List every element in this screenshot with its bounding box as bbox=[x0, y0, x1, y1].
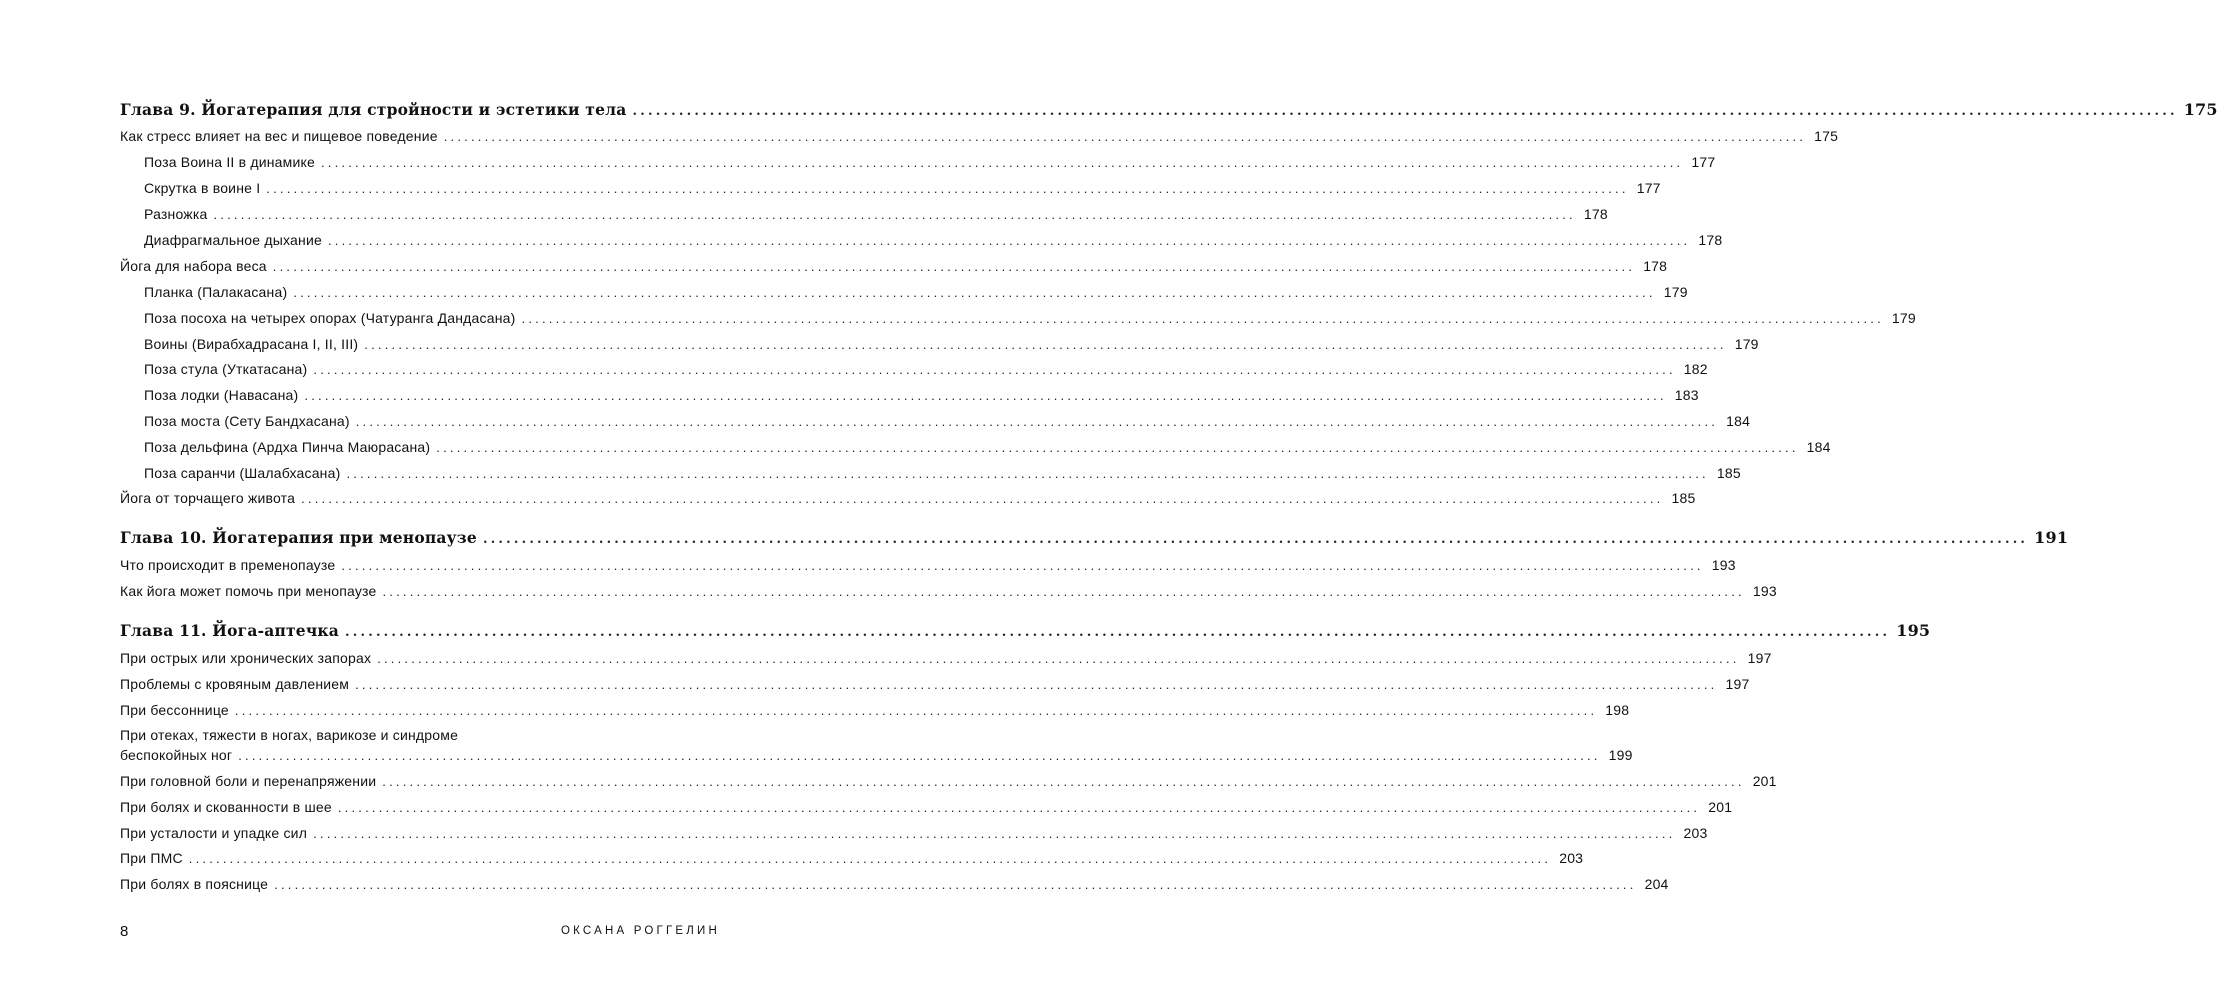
entry-title: Поза посоха на четырех опорах (Чатуранга Дандасана) bbox=[144, 310, 516, 326]
entry-title: Планка (Палакасана) bbox=[144, 284, 288, 300]
toc-entry bbox=[120, 769, 1777, 793]
entry-title: Поза стула (Уткатасана) bbox=[144, 361, 308, 377]
running-footer-author: ОКСАНА РОГГЕЛИН bbox=[560, 925, 720, 937]
toc-subentry bbox=[144, 357, 1708, 381]
leader-dots: ........................................................................................................................................................................................................ bbox=[313, 362, 1676, 377]
toc-entry bbox=[120, 821, 1708, 845]
page-ref: 179 bbox=[1734, 336, 1759, 352]
chapter-title: Глава 10. Йогатерапия при менопаузе bbox=[120, 528, 477, 547]
page-ref: 203 bbox=[1559, 850, 1584, 866]
page-ref: 178 bbox=[1643, 258, 1668, 274]
chapter-heading bbox=[120, 525, 2069, 549]
page-ref: 184 bbox=[1806, 439, 1831, 455]
entry-title: При болях в пояснице bbox=[120, 876, 269, 892]
leader-dots: ........................................................................................................................................................................................................ bbox=[274, 877, 1637, 892]
leader-dots: ........................................................................................................................................................................................................ bbox=[337, 800, 1701, 815]
page-ref: 175 bbox=[1814, 128, 1839, 144]
toc-subentry bbox=[144, 228, 1723, 252]
leader-dots: ........................................................................................................................................................................................................ bbox=[234, 703, 1598, 718]
toc-subentry bbox=[144, 306, 1916, 330]
toc-entry bbox=[120, 872, 1669, 896]
toc-entry bbox=[120, 846, 1584, 870]
leader-dots: ........................................................................................................................................................................................................ bbox=[436, 440, 1799, 455]
leader-dots: ........................................................................................................................................................................................................ bbox=[632, 104, 2178, 119]
toc-subentry bbox=[144, 280, 1688, 304]
leader-dots: ........................................................................................................................................................................................................ bbox=[443, 129, 1807, 144]
entry-title-line1: При отеках, тяжести в ногах, варикозе и синдроме bbox=[120, 727, 459, 743]
page-ref: 184 bbox=[1726, 413, 1751, 429]
page-ref: 193 bbox=[1711, 557, 1736, 573]
leader-dots: ........................................................................................................................................................................................................ bbox=[301, 491, 1664, 506]
page-ref: 191 bbox=[2034, 528, 2069, 547]
leader-dots: ........................................................................................................................................................................................................ bbox=[382, 584, 1745, 599]
entry-title: При острых или хронических запорах bbox=[120, 650, 372, 666]
leader-dots: ........................................................................................................................................................................................................ bbox=[293, 285, 1656, 300]
page-ref: 177 bbox=[1691, 154, 1716, 170]
page-ref: 197 bbox=[1725, 676, 1750, 692]
page-ref: 175 bbox=[2183, 100, 2218, 119]
toc-subentry bbox=[144, 150, 1716, 174]
toc-entry bbox=[120, 795, 1733, 819]
page-ref: 199 bbox=[1608, 747, 1633, 763]
chapter-heading bbox=[120, 97, 2218, 121]
leader-dots: ........................................................................................................................................................................................................ bbox=[377, 651, 1740, 666]
toc-subentry bbox=[144, 409, 1751, 433]
toc-subentry bbox=[144, 383, 1699, 407]
leader-dots: ........................................................................................................................................................................................................ bbox=[355, 677, 1718, 692]
leader-dots: ........................................................................................................................................................................................................ bbox=[213, 207, 1576, 222]
chapter-heading bbox=[120, 618, 1931, 642]
leader-dots: ........................................................................................................................................................................................................ bbox=[327, 233, 1691, 248]
entry-title: Поза моста (Сету Бандхасана) bbox=[144, 413, 350, 429]
chapter-title: Глава 11. Йога-аптечка bbox=[120, 621, 340, 640]
entry-title: Йога для набора веса bbox=[120, 258, 267, 274]
page-ref: 198 bbox=[1605, 702, 1630, 718]
page-ref: 178 bbox=[1698, 232, 1723, 248]
entry-title: При ПМС bbox=[120, 850, 183, 866]
toc-entry bbox=[120, 254, 1668, 278]
leader-dots: ........................................................................................................................................................................................................ bbox=[266, 181, 1629, 196]
page-ref: 193 bbox=[1752, 583, 1777, 599]
toc-entry bbox=[120, 553, 1736, 577]
entry-title: При бессоннице bbox=[120, 702, 229, 718]
toc-entry bbox=[120, 646, 1772, 670]
entry-title: Как йога может помочь при менопаузе bbox=[120, 583, 377, 599]
entry-title: Поза дельфина (Ардха Пинча Маюрасана) bbox=[144, 439, 431, 455]
leader-dots: ........................................................................................................................................................................................................ bbox=[320, 155, 1684, 170]
page-ref: 203 bbox=[1683, 825, 1708, 841]
leader-dots: ........................................................................................................................................................................................................ bbox=[364, 337, 1727, 352]
entry-title: Проблемы с кровяным давлением bbox=[120, 676, 350, 692]
toc-subentry bbox=[144, 202, 1608, 226]
leader-dots: ........................................................................................................................................................................................................ bbox=[304, 388, 1667, 403]
page-ref: 201 bbox=[1708, 799, 1733, 815]
toc-entry bbox=[120, 579, 1777, 603]
leader-dots: ........................................................................................................................................................................................................ bbox=[355, 414, 1719, 429]
leader-dots: ........................................................................................................................................................................................................ bbox=[482, 532, 2029, 547]
page-ref: 201 bbox=[1752, 773, 1777, 789]
page-ref: 178 bbox=[1583, 206, 1608, 222]
toc-subentry bbox=[144, 176, 1661, 200]
leader-dots: ........................................................................................................................................................................................................ bbox=[382, 774, 1745, 789]
leader-dots: ........................................................................................................................................................................................................ bbox=[272, 259, 1636, 274]
leader-dots: ........................................................................................................................................................................................................ bbox=[341, 558, 1704, 573]
entry-title: Скрутка в воине I bbox=[144, 180, 261, 196]
page-ref: 185 bbox=[1671, 490, 1696, 506]
page-ref: 179 bbox=[1891, 310, 1916, 326]
page-ref: 177 bbox=[1636, 180, 1661, 196]
page-number: 8 bbox=[120, 923, 129, 940]
leader-dots: ........................................................................................................................................................................................................ bbox=[345, 625, 1891, 640]
toc-entry bbox=[120, 698, 1630, 722]
entry-title: Йога от торчащего живота bbox=[120, 490, 296, 506]
entry-title: Как стресс влияет на вес и пищевое поведение bbox=[120, 128, 438, 144]
chapter-title: Глава 9. Йогатерапия для стройности и эстетики тела bbox=[120, 100, 627, 119]
entry-title: При головной боли и перенапряжении bbox=[120, 773, 377, 789]
toc-entry bbox=[120, 743, 1633, 767]
page-ref: 179 bbox=[1663, 284, 1688, 300]
page-ref: 185 bbox=[1716, 465, 1741, 481]
leader-dots: ........................................................................................................................................................................................................ bbox=[238, 748, 1601, 763]
page-ref: 197 bbox=[1747, 650, 1772, 666]
entry-title: Поза лодки (Навасана) bbox=[144, 387, 299, 403]
leader-dots: ........................................................................................................................................................................................................ bbox=[346, 466, 1709, 481]
toc-subentry bbox=[144, 461, 1741, 485]
page-ref: 195 bbox=[1896, 621, 1931, 640]
leader-dots: ........................................................................................................................................................................................................ bbox=[313, 826, 1676, 841]
entry-title: При болях и скованности в шее bbox=[120, 799, 332, 815]
toc-subentry bbox=[144, 435, 1831, 459]
toc-subentry bbox=[144, 332, 1759, 356]
page-ref: 204 bbox=[1644, 876, 1669, 892]
entry-title: Разножка bbox=[144, 206, 208, 222]
toc-entry bbox=[120, 124, 1839, 148]
entry-title: При усталости и упадке сил bbox=[120, 825, 308, 841]
leader-dots: ........................................................................................................................................................................................................ bbox=[521, 311, 1884, 326]
toc-entry bbox=[120, 486, 1696, 510]
leader-dots: ........................................................................................................................................................................................................ bbox=[188, 851, 1552, 866]
entry-title: Воины (Вирабхадрасана I, II, III) bbox=[144, 336, 359, 352]
entry-title: беспокойных ног bbox=[120, 747, 233, 763]
page-ref: 183 bbox=[1674, 387, 1699, 403]
entry-title: Поза саранчи (Шалабхасана) bbox=[144, 465, 341, 481]
toc-entry bbox=[120, 672, 1750, 696]
entry-title: Что происходит в пременопаузе bbox=[120, 557, 336, 573]
entry-title: Поза Воина II в динамике bbox=[144, 154, 315, 170]
entry-title: Диафрагмальное дыхание bbox=[144, 232, 322, 248]
page-ref: 182 bbox=[1683, 361, 1708, 377]
